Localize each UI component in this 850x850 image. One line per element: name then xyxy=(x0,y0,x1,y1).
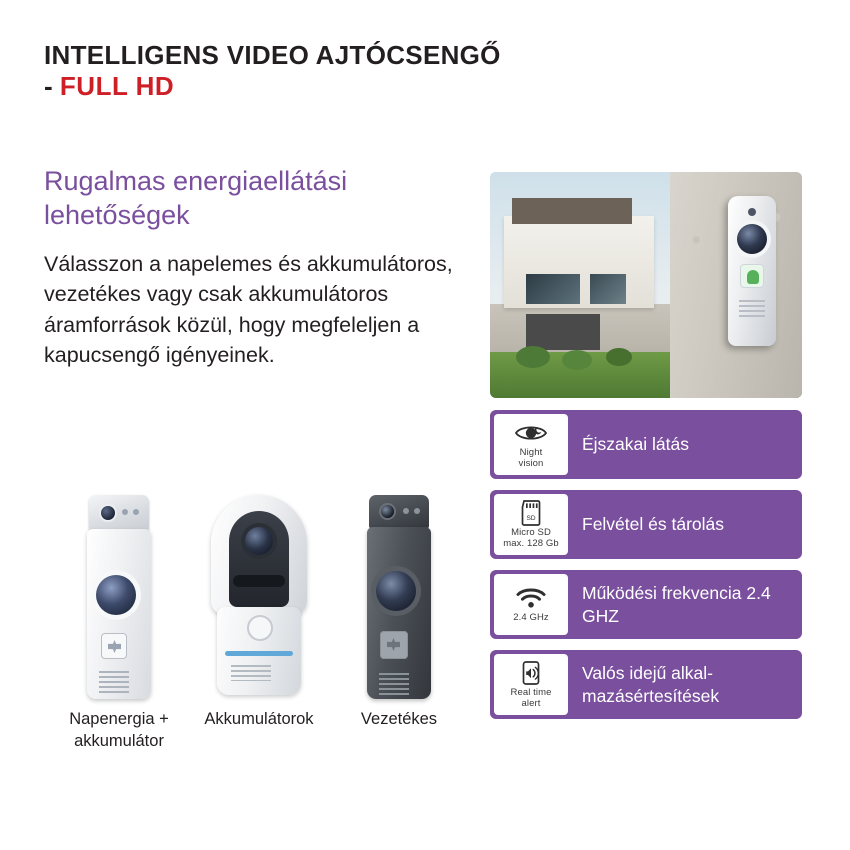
photo-mounted-doorbell xyxy=(728,196,776,346)
feature-badge-caption-line1: 2.4 GHz xyxy=(513,612,549,624)
product-caption: Napenergia + akkumulátor xyxy=(69,710,169,751)
wifi-icon xyxy=(515,585,547,611)
bell-button xyxy=(380,631,408,659)
photo-house xyxy=(504,216,654,308)
sensor-strip xyxy=(233,575,285,587)
feature-badge-caption xyxy=(513,613,549,624)
photo-doorbell-grill xyxy=(739,300,765,320)
product-battery xyxy=(184,495,334,730)
photo-bush-3 xyxy=(606,348,632,366)
solar-dot-2 xyxy=(133,509,139,515)
photo-doorbell-lens xyxy=(737,224,767,254)
feature-badge-caption-line1: Micro SD xyxy=(511,526,551,538)
page-title: INTELLIGENS VIDEO AJTÓCSENGŐ xyxy=(44,40,501,70)
feature-badge-caption-line2: vision xyxy=(518,457,544,469)
top-module xyxy=(369,495,429,529)
micro-sd-card-icon xyxy=(520,500,542,526)
feature-frequency xyxy=(490,570,802,639)
speaker-grill xyxy=(379,673,409,695)
photo-doorbell-button xyxy=(740,264,764,288)
feature-badge-caption xyxy=(503,528,559,549)
camera-lens xyxy=(376,571,416,611)
solar-panel-module xyxy=(89,495,149,531)
feature-realtime-alert xyxy=(490,650,802,719)
photo-house-upper xyxy=(512,198,632,224)
title-dash: - xyxy=(44,70,53,101)
feature-badge xyxy=(494,574,568,635)
photo-window-2 xyxy=(590,274,626,304)
photo-bush-2 xyxy=(562,350,592,370)
photo-window-1 xyxy=(526,274,580,304)
feature-recording-storage xyxy=(490,490,802,559)
feature-badge xyxy=(494,654,568,715)
feature-badge xyxy=(494,494,568,555)
feature-badge-caption xyxy=(519,448,544,469)
night-vision-icon xyxy=(514,420,548,446)
battery-doorbell-image xyxy=(211,495,307,700)
top-dot-1 xyxy=(403,508,409,514)
feature-badge-caption-line1: Real time xyxy=(510,686,552,698)
solar-lens xyxy=(101,506,115,520)
photo-doorbell-sensor xyxy=(748,208,756,216)
page-subtitle xyxy=(44,71,644,102)
product-caption: Vezetékes xyxy=(360,710,438,728)
left-content-column xyxy=(44,165,474,371)
speaker-grill xyxy=(99,671,129,693)
photo-garage xyxy=(526,314,600,350)
feature-badge xyxy=(494,414,568,475)
solar-battery-doorbell-image xyxy=(87,495,151,700)
feature-badge-caption-line2: alert xyxy=(521,697,541,709)
svg-text:SD: SD xyxy=(526,514,536,522)
feature-list xyxy=(490,410,802,719)
bell-button xyxy=(247,615,273,641)
full-hd-badge: FULL HD xyxy=(59,70,175,101)
feature-badge-caption-line2: max. 128 Gb xyxy=(503,537,559,549)
section-heading: Rugalmas energiaellátási lehetőségek xyxy=(44,166,348,230)
top-dot-2 xyxy=(414,508,420,514)
real-time-alert-icon xyxy=(518,660,544,686)
solar-dot-1 xyxy=(122,509,128,515)
feature-badge-caption xyxy=(510,688,551,709)
doorbell-faceplate xyxy=(229,511,289,607)
photo-bush-1 xyxy=(516,346,550,368)
speaker-grill xyxy=(231,665,271,681)
camera-lens xyxy=(96,575,136,615)
section-paragraph: Válasszon a napelemes és akkumulátoros, vezetékes vagy csak akkumulátoros áramforrások közül, hogy megfeleljen a kapucsengő igényeinek. xyxy=(44,251,453,368)
product-photo xyxy=(490,172,802,398)
camera-lens xyxy=(245,527,273,555)
wired-doorbell-image xyxy=(367,495,431,700)
page-header xyxy=(44,40,644,101)
feature-label: Felvétel és tárolás xyxy=(582,514,725,535)
feature-label: Működési frekvencia 2.4 GHZ xyxy=(582,583,771,626)
doorbell-body xyxy=(87,529,151,699)
doorbell-shell xyxy=(211,495,307,615)
top-lens xyxy=(381,505,394,518)
feature-night-vision xyxy=(490,410,802,479)
doorbell-body xyxy=(367,527,431,699)
product-variants-row xyxy=(34,495,484,795)
product-caption: Akkumulátorok xyxy=(204,710,314,728)
feature-badge-caption-line1: Night xyxy=(519,446,543,458)
bell-button xyxy=(101,633,127,659)
led-stripe xyxy=(225,651,293,656)
feature-label: Valós idejű alkal-mazásértesítések xyxy=(582,663,720,706)
product-solar-battery xyxy=(44,495,194,753)
feature-label: Éjszakai látás xyxy=(582,434,689,455)
right-content-column xyxy=(490,172,802,730)
product-wired xyxy=(324,495,474,730)
